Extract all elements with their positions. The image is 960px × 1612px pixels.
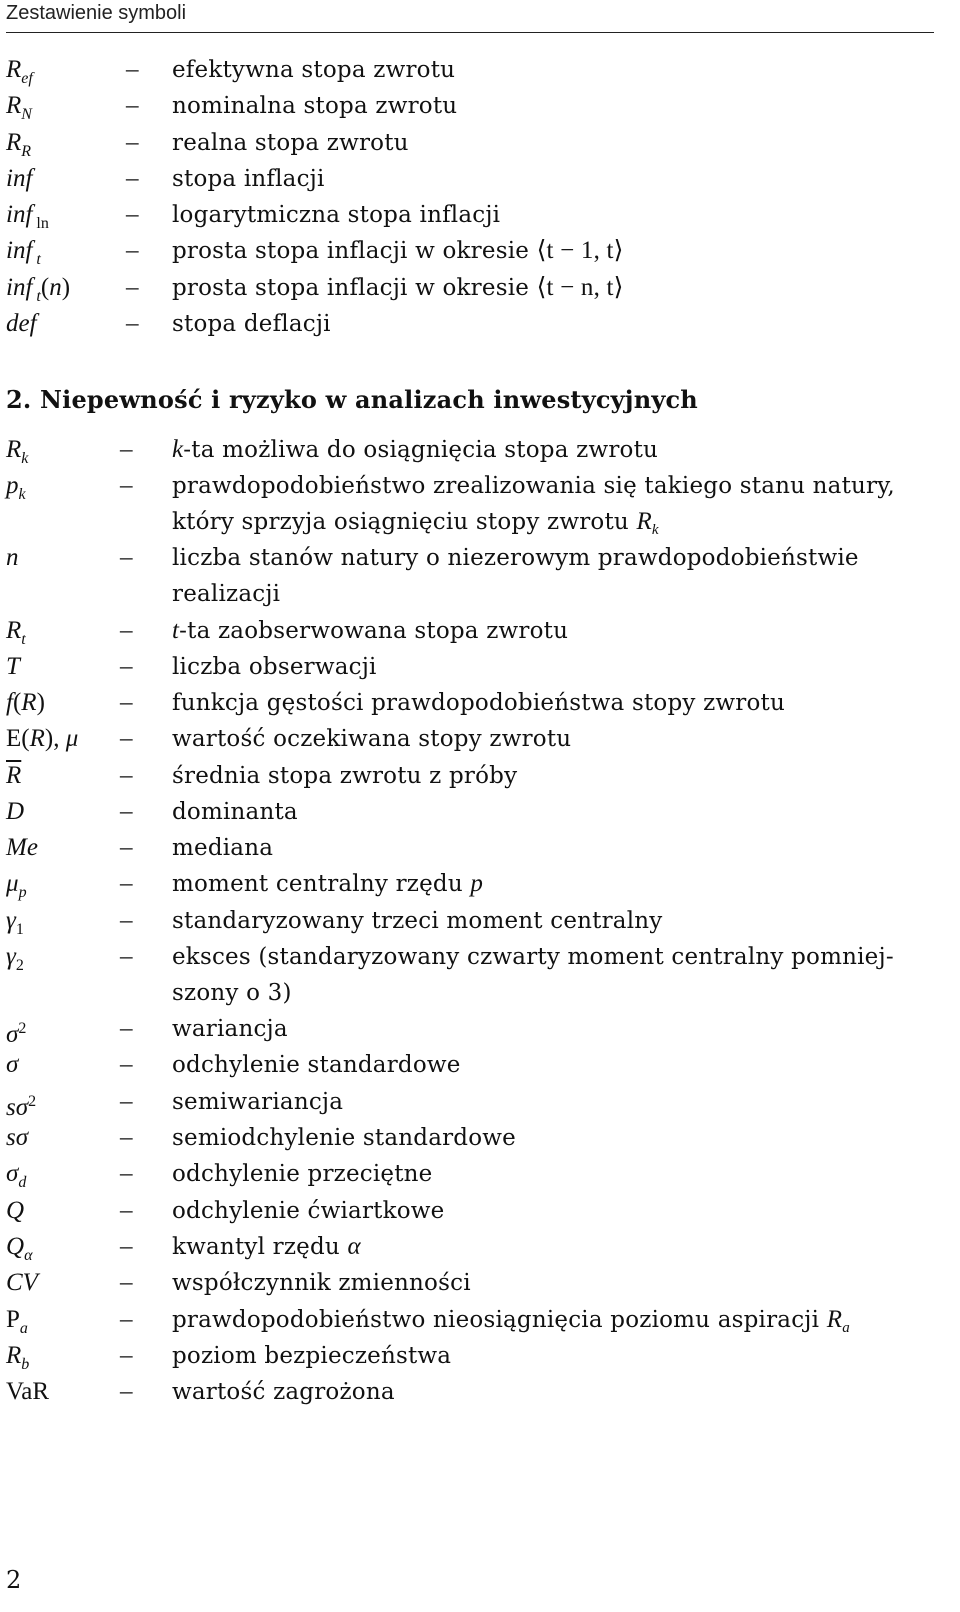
- symbol-description: kwantyl rzędu α: [172, 1233, 361, 1260]
- symbol: sσ: [6, 1124, 29, 1151]
- dash: –: [120, 943, 133, 970]
- symbol: CV: [6, 1269, 38, 1296]
- symbol: Me: [6, 834, 38, 861]
- symbol: $p_k$: [6, 472, 26, 503]
- symbol-description: stopa deflacji: [172, 311, 331, 337]
- symbol: f(R): [6, 689, 45, 716]
- symbol: $\mu_p$: [6, 870, 27, 901]
- running-header: [6, 0, 934, 33]
- symbol: $\gamma_1$: [6, 907, 24, 938]
- dash: –: [120, 907, 133, 934]
- symbol: $s\sigma^2$: [6, 1093, 37, 1121]
- page-number: 2: [6, 1566, 22, 1594]
- symbol: $R_k$: [6, 436, 29, 467]
- symbol: inf $_t$(n): [6, 274, 71, 305]
- symbol-description: odchylenie przeciętne: [172, 1161, 433, 1187]
- symbol-description: semiodchylenie standardowe: [172, 1125, 516, 1151]
- symbol: $P_a$: [6, 1306, 28, 1337]
- symbol-description: wartość oczekiwana stopy zwrotu: [172, 726, 572, 752]
- symbol: $\overline{R}$: [6, 762, 22, 789]
- dash: –: [126, 237, 139, 264]
- symbol: $R_N$: [6, 92, 32, 123]
- symbol: $\sigma_d$: [6, 1160, 27, 1191]
- symbol: $\sigma^2$: [6, 1020, 27, 1048]
- symbol: $R_R$: [6, 129, 32, 160]
- symbol: D: [6, 798, 25, 825]
- dash: –: [126, 92, 139, 119]
- dash: –: [120, 834, 133, 861]
- symbol: $R_{ef}$: [6, 56, 33, 87]
- symbol-description: funkcja gęstości prawdopodobieństwa stopy zwrotu: [172, 690, 786, 716]
- dash: –: [120, 436, 133, 463]
- symbol-description: nominalna stopa zwrotu: [172, 93, 458, 119]
- dash: –: [120, 653, 133, 680]
- dash: –: [120, 1088, 133, 1115]
- dash: –: [126, 165, 139, 192]
- dash: –: [120, 1124, 133, 1151]
- symbol: def: [6, 310, 37, 337]
- symbol: Q: [6, 1197, 25, 1224]
- dash: –: [120, 798, 133, 825]
- symbol-description: mediana: [172, 835, 274, 861]
- symbol-description: prosta stopa inflacji w okresie ⟨t − n, t⟩: [172, 274, 624, 301]
- header-title: Zestawienie symboli: [6, 2, 187, 24]
- dash: –: [120, 544, 133, 571]
- symbol-description: eksces (standaryzowany czwarty moment centralny pomniej- szony o 3): [172, 944, 894, 1006]
- symbol-description: odchylenie standardowe: [172, 1052, 461, 1078]
- symbol-description: efektywna stopa zwrotu: [172, 57, 456, 83]
- dash: –: [120, 762, 133, 789]
- symbol: inf $_{ln}$: [6, 201, 49, 232]
- dash: –: [120, 1015, 133, 1042]
- symbol: $\gamma_2$: [6, 943, 24, 974]
- section-heading: 2. Niepewność i ryzyko w analizach inwestycyjnych: [6, 385, 698, 414]
- symbol-description: realna stopa zwrotu: [172, 130, 409, 156]
- dash: –: [120, 1378, 133, 1405]
- symbol-description: wartość zagrożona: [172, 1379, 395, 1405]
- symbol-description: prawdopodobieństwo nieosiągnięcia poziomu aspiracji $R_a$: [172, 1306, 850, 1336]
- symbol-description: średnia stopa zwrotu z próby: [172, 763, 518, 789]
- symbol: σ: [6, 1051, 19, 1078]
- symbol-description: współczynnik zmienności: [172, 1270, 471, 1296]
- symbol-description: stopa inflacji: [172, 166, 325, 192]
- symbol-description: poziom bezpieczeństwa: [172, 1343, 452, 1369]
- dash: –: [120, 1160, 133, 1187]
- symbol: T: [6, 653, 20, 680]
- symbol-description: moment centralny rzędu p: [172, 870, 484, 897]
- symbol-description: prosta stopa inflacji w okresie ⟨t − 1, t⟩: [172, 237, 624, 264]
- dash: –: [120, 1233, 133, 1260]
- symbol-description: liczba stanów natury o niezerowym prawdopodobieństwie realizacji: [172, 545, 859, 607]
- dash: –: [126, 129, 139, 156]
- symbol-description: dominanta: [172, 799, 298, 825]
- dash: –: [120, 1306, 133, 1333]
- symbol-description: t-ta zaobserwowana stopa zwrotu: [172, 617, 569, 644]
- symbol-description: logarytmiczna stopa inflacji: [172, 202, 501, 228]
- symbol-description: prawdopodobieństwo zrealizowania się takiego stanu natury, który sprzyja osiągnięciu stopy zwrotu $R_k$: [172, 473, 895, 538]
- dash: –: [120, 870, 133, 897]
- dash: –: [120, 617, 133, 644]
- dash: –: [120, 1197, 133, 1224]
- symbol: inf $_t$: [6, 237, 41, 268]
- symbol: $R_t$: [6, 617, 26, 648]
- symbol: $R_b$: [6, 1342, 30, 1373]
- symbol-description: liczba obserwacji: [172, 654, 377, 680]
- symbol-description: k-ta możliwa do osiągnięcia stopa zwrotu: [172, 436, 659, 463]
- dash: –: [126, 274, 139, 301]
- dash: –: [120, 1269, 133, 1296]
- dash: –: [120, 472, 133, 499]
- dash: –: [120, 1342, 133, 1369]
- symbol: $Q_\alpha$: [6, 1233, 33, 1264]
- dash: –: [120, 689, 133, 716]
- symbol-description: odchylenie ćwiartkowe: [172, 1198, 445, 1224]
- symbol-description: semiwariancja: [172, 1089, 344, 1115]
- dash: –: [126, 310, 139, 337]
- symbol-description: standaryzowany trzeci moment centralny: [172, 908, 663, 934]
- symbol: E(R), μ: [6, 725, 79, 752]
- symbol: n: [6, 544, 19, 571]
- symbol: VaR: [6, 1378, 50, 1405]
- symbol-description: wariancja: [172, 1016, 288, 1042]
- dash: –: [120, 725, 133, 752]
- dash: –: [126, 56, 139, 83]
- symbol: inf: [6, 165, 33, 192]
- dash: –: [126, 201, 139, 228]
- dash: –: [120, 1051, 133, 1078]
